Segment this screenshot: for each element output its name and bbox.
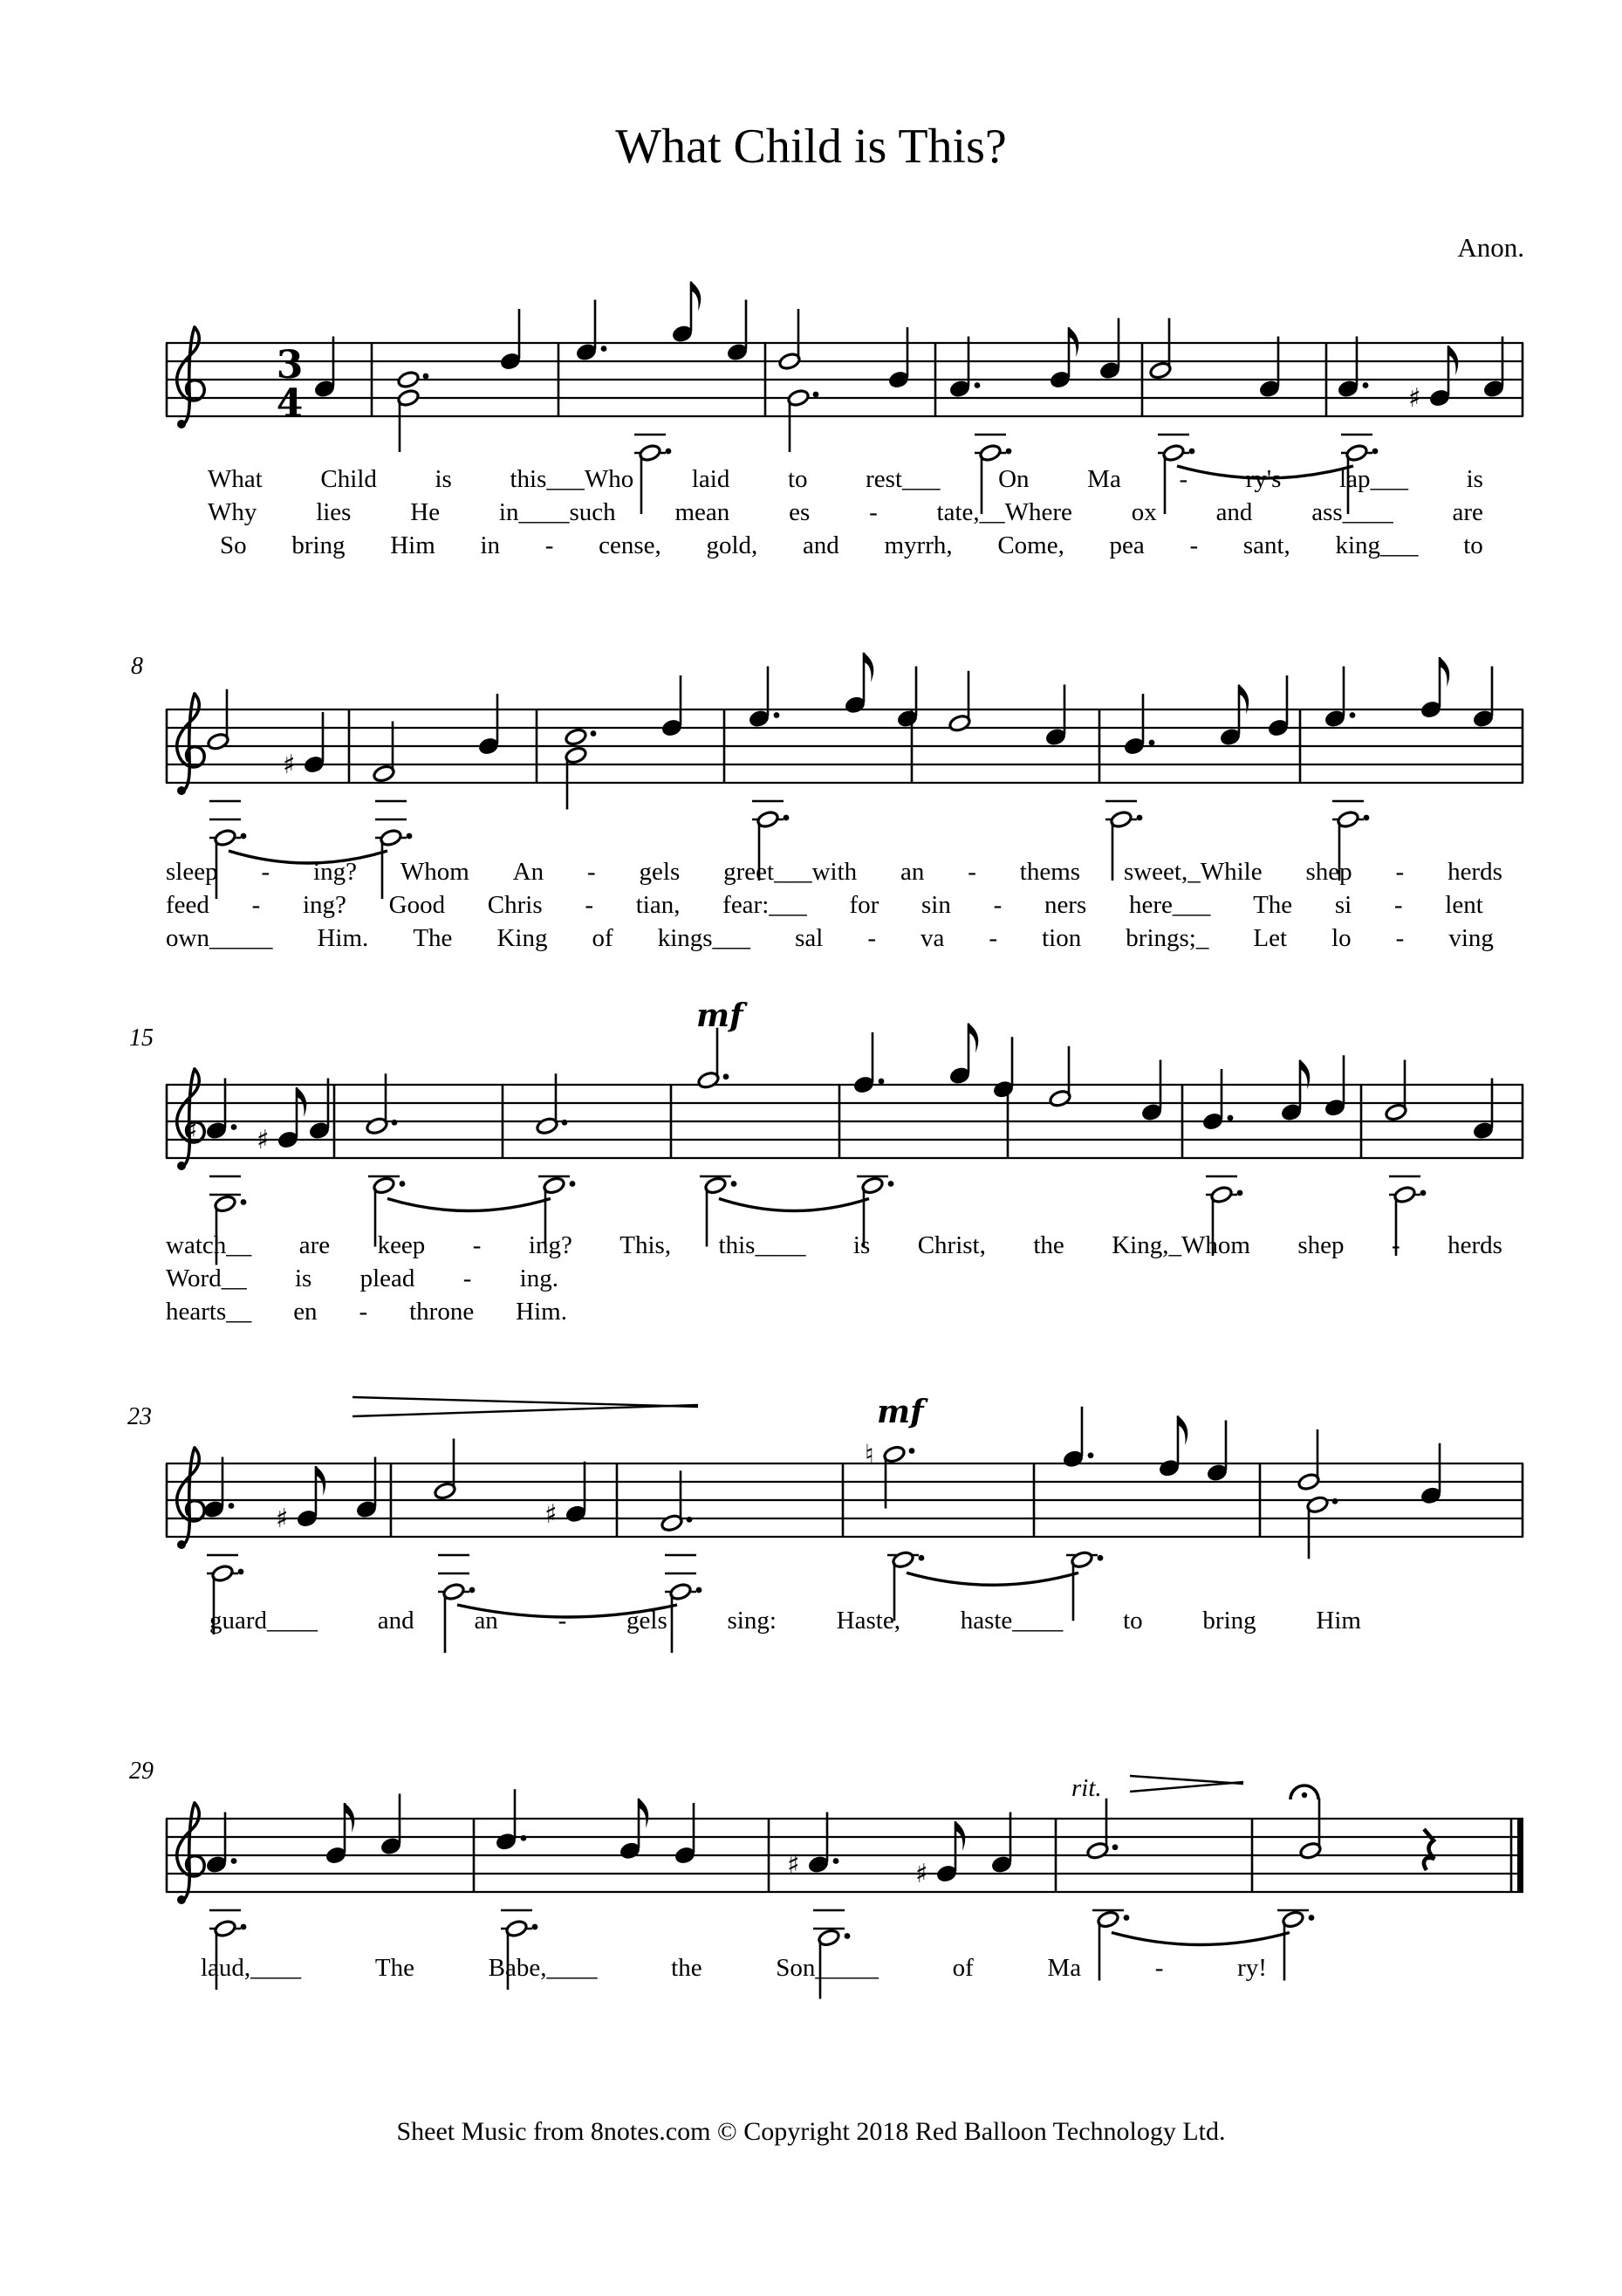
sharp-icon: ♯ — [283, 750, 296, 780]
measure-number: 8 — [131, 653, 143, 680]
lyric-syllable: Ma — [1087, 465, 1121, 493]
sharp-icon: ♯ — [1408, 383, 1421, 414]
lyric-syllable: Chris — [487, 891, 543, 919]
lyric-syllable: herds — [1447, 858, 1502, 886]
lyric-syllable: shep — [1305, 858, 1352, 886]
lyric-syllable: King — [496, 924, 548, 952]
lyric-syllable: ing? — [528, 1231, 572, 1259]
lyric-syllable: - — [544, 531, 554, 559]
lyric-syllable: lies — [316, 498, 352, 526]
lyric-syllable: sleep — [166, 858, 218, 886]
lyric-syllable: herds — [1447, 1231, 1502, 1259]
lyric-syllable: Come, — [997, 531, 1064, 559]
lyric-syllable: - — [1189, 531, 1199, 559]
augmentation-dot — [1363, 382, 1369, 388]
hairpin-line — [352, 1397, 698, 1407]
lyric-syllable: - — [1391, 1231, 1400, 1259]
augmentation-dot — [591, 730, 597, 737]
half-notehead — [397, 370, 421, 389]
lyric-syllable: Him — [1316, 1607, 1361, 1635]
lyric-syllable: sweet,_While — [1123, 858, 1263, 886]
lyric-syllable: va — [921, 924, 945, 952]
lyric-line-system3-verse1 — [166, 1232, 1502, 1260]
staff-system-3 — [129, 997, 1523, 1265]
augmentation-dot — [562, 1120, 568, 1126]
page-title: What Child is This? — [615, 120, 1007, 174]
lyric-syllable: to — [1123, 1607, 1143, 1635]
lyric-line-system5-verse1 — [201, 1955, 1267, 1983]
lyric-syllable: lo — [1331, 924, 1352, 952]
augmentation-dot — [888, 1181, 894, 1187]
lyric-syllable: - — [585, 891, 593, 919]
dynamic-marking: mf — [877, 1394, 924, 1430]
lyric-syllable: haste____ — [960, 1607, 1064, 1635]
lyric-syllable: Whom — [400, 858, 469, 886]
augmentation-dot — [469, 1587, 476, 1593]
lyric-syllable: - — [993, 891, 1003, 919]
augmentation-dot — [1332, 1498, 1338, 1504]
augmentation-dot — [241, 833, 247, 840]
lyric-syllable: - — [867, 924, 876, 952]
augmentation-dot — [231, 1858, 237, 1864]
sharp-icon: ♯ — [787, 1849, 800, 1881]
lyric-syllable: Babe,____ — [488, 1954, 598, 1982]
lyric-syllable: This, — [619, 1231, 672, 1259]
measure-number: 29 — [129, 1758, 154, 1785]
lyric-syllable: this___Who — [510, 465, 634, 493]
lyric-line-system2-verse2 — [166, 892, 1483, 920]
lyric-syllable: lent — [1445, 891, 1483, 919]
lyric-syllable: Him — [390, 531, 435, 559]
sharp-icon: ♯ — [544, 1498, 558, 1530]
lyric-syllable: ing. — [519, 1265, 558, 1292]
lyric-line-system4-verse1 — [209, 1607, 1361, 1635]
augmentation-dot — [774, 712, 780, 718]
augmentation-dot — [723, 1073, 729, 1079]
lyric-syllable: plead — [359, 1265, 415, 1292]
augmentation-dot — [1124, 1915, 1130, 1921]
lyric-line-system2-verse3 — [166, 925, 1494, 953]
lyric-syllable: brings;_ — [1126, 924, 1209, 952]
clef-blob — [177, 1162, 186, 1170]
lyric-syllable: greet___with — [723, 858, 858, 886]
sharp-icon: ♯ — [185, 1115, 198, 1147]
lyric-syllable: mean — [674, 498, 730, 526]
lyric-syllable: tion — [1042, 924, 1082, 952]
lyric-syllable: ox — [1131, 498, 1157, 526]
lyric-syllable: pea — [1109, 531, 1145, 559]
lyric-syllable: The — [1253, 891, 1293, 919]
lyric-syllable: ing? — [302, 891, 346, 919]
lyric-syllable: gels — [626, 1607, 667, 1635]
lyric-syllable: - — [462, 1265, 472, 1292]
lyric-syllable: thems — [1019, 858, 1081, 886]
clef-blob — [177, 1540, 186, 1549]
augmentation-dot — [879, 1079, 885, 1085]
lyric-syllable: and — [377, 1607, 414, 1635]
augmentation-dot — [1006, 449, 1012, 455]
augmentation-dot — [423, 374, 429, 380]
augmentation-dot — [407, 833, 413, 840]
eighth-flag — [1178, 1415, 1187, 1445]
augmentation-dot — [1088, 1452, 1094, 1458]
lyric-syllable: - — [261, 858, 270, 886]
lyric-line-system1-verse2 — [208, 499, 1483, 527]
fermata-dot — [1302, 1792, 1307, 1798]
lyric-syllable: King,_Whom — [1112, 1231, 1250, 1259]
lyric-syllable: keep — [377, 1231, 426, 1259]
lyric-syllable: - — [359, 1298, 368, 1326]
lyric-syllable: hearts__ — [166, 1298, 252, 1326]
lyric-syllable: Him. — [317, 924, 369, 952]
augmentation-dot — [1189, 449, 1195, 455]
augmentation-dot — [833, 1858, 839, 1864]
lyric-syllable: si — [1334, 891, 1352, 919]
augmentation-dot — [229, 1503, 235, 1509]
lyric-syllable: to — [787, 465, 808, 493]
lyric-syllable: ving — [1448, 924, 1494, 952]
lyric-syllable: en — [293, 1298, 318, 1326]
lyric-syllable: - — [869, 498, 878, 526]
augmentation-dot — [909, 1448, 915, 1454]
lyric-syllable: in — [480, 531, 501, 559]
lyric-syllable: - — [968, 858, 976, 886]
lyric-syllable: - — [251, 891, 261, 919]
augmentation-dot — [813, 392, 819, 398]
augmentation-dot — [1372, 449, 1379, 455]
lyric-syllable: Christ, — [917, 1231, 986, 1259]
lyric-syllable: Word__ — [166, 1265, 247, 1292]
quarter-rest-icon — [1424, 1829, 1434, 1870]
lyric-syllable: He — [410, 498, 441, 526]
lyric-syllable: Child — [320, 465, 377, 493]
lyric-syllable: gold, — [706, 531, 758, 559]
lyric-syllable: feed — [166, 891, 209, 919]
augmentation-dot — [241, 1924, 247, 1930]
lyric-syllable: laid — [691, 465, 730, 493]
measure-number: 23 — [127, 1403, 152, 1430]
eighth-flag — [691, 282, 701, 312]
augmentation-dot — [845, 1933, 851, 1939]
tie-arc — [907, 1573, 1078, 1585]
lyric-syllable: rest___ — [866, 465, 941, 493]
augmentation-dot — [666, 449, 672, 455]
lyric-syllable: Why — [208, 498, 257, 526]
half-notehead — [565, 728, 588, 747]
lyric-syllable: of — [592, 924, 613, 952]
augmentation-dot — [1420, 1190, 1427, 1196]
lyric-syllable: - — [1395, 924, 1405, 952]
augmentation-dot — [1149, 740, 1155, 746]
lyric-syllable: fear:___ — [722, 891, 807, 919]
lyric-syllable: is — [852, 1231, 871, 1259]
lyric-syllable: - — [989, 924, 998, 952]
lyric-syllable: here___ — [1128, 891, 1211, 919]
lyric-syllable: Son_____ — [776, 1954, 879, 1982]
tempo-marking: rit. — [1071, 1774, 1102, 1802]
lyric-line-system3-verse3 — [166, 1299, 567, 1326]
augmentation-dot — [687, 1517, 693, 1523]
augmentation-dot — [532, 1924, 538, 1930]
lyric-syllable: sing: — [727, 1607, 777, 1635]
lyric-syllable: is — [1466, 465, 1483, 493]
composer-credit: Anon. — [1457, 232, 1524, 263]
augmentation-dot — [1098, 1555, 1104, 1561]
lyric-syllable: Ma — [1047, 1954, 1082, 1982]
lyric-syllable: the — [1033, 1231, 1064, 1259]
lyric-syllable: - — [1393, 891, 1403, 919]
lyric-syllable: - — [1154, 1954, 1164, 1982]
lyric-syllable: Haste, — [836, 1607, 900, 1635]
lyric-syllable: watch__ — [166, 1231, 252, 1259]
lyric-syllable: ry! — [1237, 1954, 1267, 1982]
lyric-syllable: an — [474, 1607, 498, 1635]
lyric-syllable: and — [1215, 498, 1253, 526]
augmentation-dot — [231, 1124, 237, 1130]
lyric-syllable: own_____ — [166, 924, 273, 952]
lyric-line-system1-verse1 — [208, 466, 1483, 494]
augmentation-dot — [1228, 1115, 1234, 1121]
lyric-syllable: bring — [1202, 1607, 1256, 1635]
lyric-syllable: cense, — [599, 531, 661, 559]
time-signature-top: 3 — [276, 343, 304, 387]
clef-blob — [177, 1895, 186, 1904]
augmentation-dot — [1309, 1915, 1315, 1921]
eighth-flag — [968, 1024, 978, 1053]
lyric-syllable: What — [208, 465, 263, 493]
eighth-flag — [639, 1799, 648, 1828]
lyric-syllable: The — [374, 1954, 414, 1982]
augmentation-dot — [975, 382, 981, 388]
hairpin-line — [352, 1405, 698, 1416]
lyric-syllable: sant, — [1242, 531, 1290, 559]
lyric-syllable: are — [298, 1231, 331, 1259]
augmentation-dot — [1137, 815, 1143, 821]
lyric-syllable: to — [1463, 531, 1483, 559]
lyric-syllable: So — [220, 531, 247, 559]
augmentation-dot — [1112, 1844, 1119, 1850]
lyric-line-system2-verse1 — [166, 859, 1502, 887]
lyric-syllable: The — [413, 924, 453, 952]
lyric-syllable: Good — [388, 891, 446, 919]
lyric-syllable: sal — [795, 924, 824, 952]
lyric-syllable: tate,__Where — [936, 498, 1072, 526]
sharp-icon: ♯ — [915, 1859, 928, 1889]
lyric-syllable: - — [1395, 858, 1405, 886]
lyric-syllable: shep — [1297, 1231, 1345, 1259]
augmentation-dot — [241, 1199, 247, 1205]
augmentation-dot — [238, 1569, 244, 1575]
lyric-syllable: laud,____ — [201, 1954, 302, 1982]
lyric-syllable: ing? — [313, 858, 357, 886]
augmentation-dot — [1364, 815, 1370, 821]
eighth-flag — [864, 653, 873, 682]
augmentation-dot — [784, 815, 790, 821]
lyric-line-system3-verse2 — [166, 1265, 558, 1293]
lyric-syllable: - — [472, 1231, 482, 1259]
augmentation-dot — [696, 1587, 702, 1593]
augmentation-dot — [1350, 712, 1356, 718]
lyric-syllable: is — [295, 1265, 312, 1292]
lyric-syllable: Him. — [516, 1298, 567, 1326]
augmentation-dot — [392, 1120, 398, 1126]
sharp-icon: ♯ — [276, 1504, 289, 1534]
lyric-syllable: sin — [921, 891, 951, 919]
tie-arc — [719, 1199, 869, 1211]
augmentation-dot — [731, 1181, 737, 1187]
clef-blob — [177, 420, 186, 428]
lyric-syllable: king___ — [1335, 531, 1419, 559]
lyric-syllable: - — [586, 858, 596, 886]
lyric-syllable: for — [849, 891, 879, 919]
lyric-syllable: bring — [291, 531, 346, 559]
natural-icon: ♮ — [865, 1439, 874, 1470]
final-barline-thick — [1517, 1819, 1523, 1892]
lyric-syllable: ry's — [1245, 465, 1282, 493]
hairpin-line — [1130, 1782, 1243, 1792]
lyric-syllable: es — [789, 498, 811, 526]
lyric-syllable: is — [435, 465, 452, 493]
augmentation-dot — [1237, 1190, 1243, 1196]
tie-arc — [1112, 1933, 1290, 1945]
lyric-syllable: this____ — [718, 1231, 806, 1259]
tie-arc — [387, 1199, 551, 1211]
augmentation-dot — [919, 1555, 925, 1561]
lyric-line-system1-verse3 — [220, 532, 1483, 560]
lyric-syllable: ass____ — [1311, 498, 1393, 526]
lyric-syllable: tian, — [635, 891, 681, 919]
augmentation-dot — [601, 346, 607, 352]
lyric-syllable: an — [900, 858, 925, 886]
lyric-syllable: - — [558, 1607, 567, 1635]
lyric-syllable: gels — [639, 858, 681, 886]
lyric-syllable: lap___ — [1339, 465, 1408, 493]
eighth-flag — [1440, 657, 1449, 687]
footer-credit: Sheet Music from 8notes.com © Copyright 2018 Red Balloon Technology Ltd. — [396, 2117, 1226, 2146]
augmentation-dot — [570, 1181, 576, 1187]
lyric-syllable: ners — [1044, 891, 1087, 919]
lyric-syllable: An — [512, 858, 544, 886]
lyric-syllable: the — [671, 1954, 702, 1982]
lyric-syllable: On — [998, 465, 1030, 493]
lyric-syllable: myrrh, — [884, 531, 953, 559]
dynamic-marking: mf — [696, 997, 743, 1034]
lyric-syllable: kings___ — [657, 924, 751, 952]
time-signature-bottom: 4 — [276, 381, 304, 426]
lyric-syllable: Let — [1253, 924, 1288, 952]
measure-number: 15 — [129, 1025, 154, 1052]
clef-blob — [177, 786, 186, 795]
lyric-syllable: in____such — [498, 498, 616, 526]
augmentation-dot — [521, 1835, 527, 1841]
augmentation-dot — [400, 1181, 406, 1187]
sharp-icon: ♯ — [257, 1125, 270, 1155]
lyric-syllable: - — [1179, 465, 1188, 493]
lyric-syllable: and — [802, 531, 839, 559]
lyric-syllable: guard____ — [209, 1607, 318, 1635]
lyric-syllable: throne — [409, 1298, 475, 1326]
lyric-syllable: are — [1452, 498, 1483, 526]
lyric-syllable: of — [952, 1954, 974, 1982]
